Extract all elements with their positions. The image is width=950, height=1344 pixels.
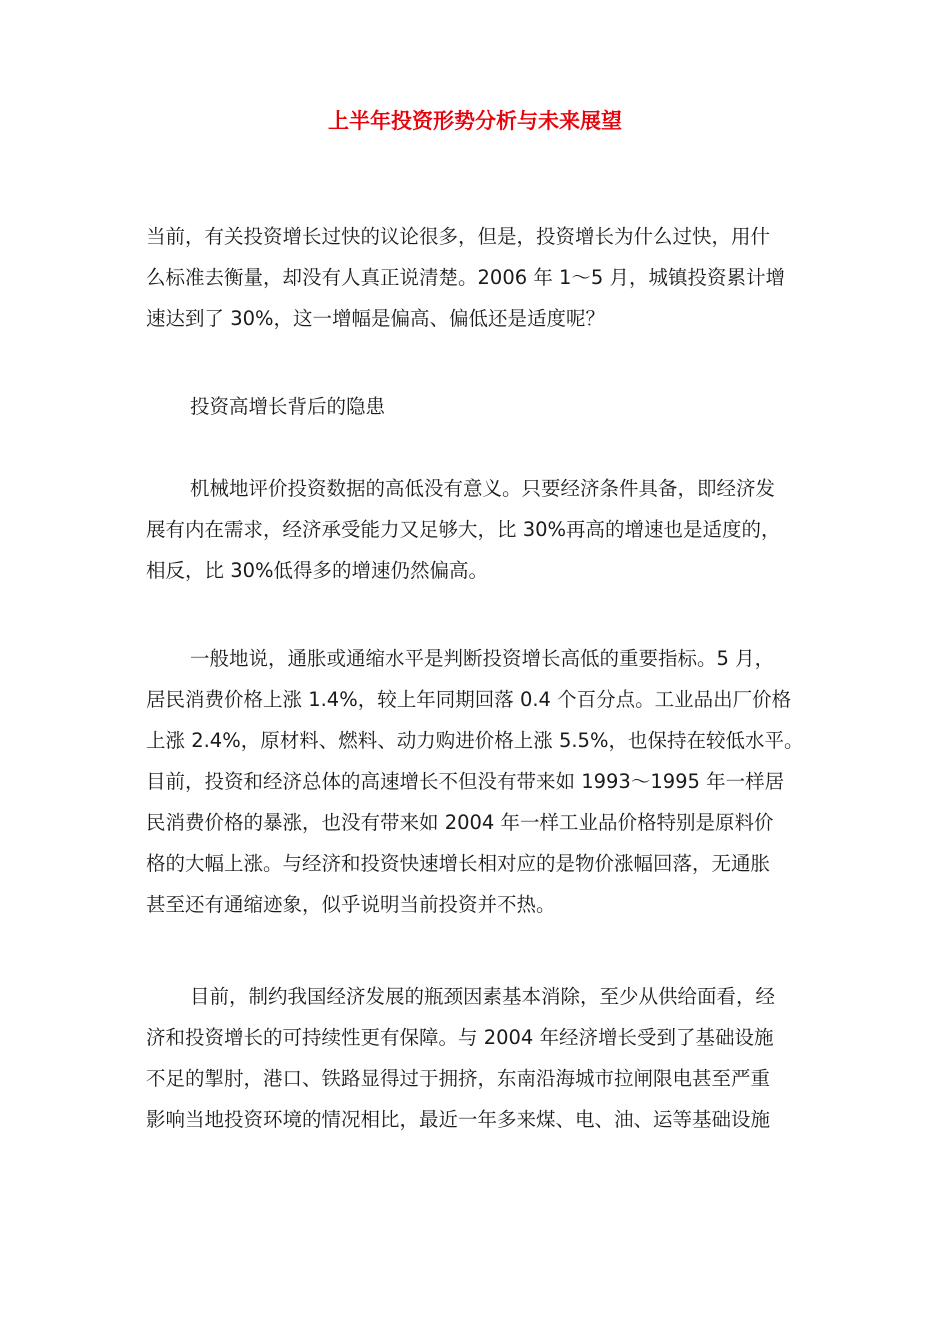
paragraph-line: 居民消费价格上涨 1.4%，较上年同期回落 0.4 个百分点。工业品出厂价格 [146,688,792,711]
paragraph-line: 速达到了 30%，这一增幅是偏高、偏低还是适度呢？ [146,307,606,330]
paragraph-line: 一般地说，通胀或通缩水平是判断投资增长高低的重要指标。5 月， [190,647,775,670]
paragraph-line: 影响当地投资环境的情况相比，最近一年多来煤、电、油、运等基础设施 [146,1108,771,1131]
paragraph-line: 不足的掣肘，港口、铁路显得过于拥挤，东南沿海城市拉闸限电甚至严重 [146,1067,771,1090]
paragraph-line: 目前，投资和经济总体的高速增长不但没有带来如 1993～1995 年一样居 [146,770,785,793]
paragraph-line: 投资高增长背后的隐患 [190,395,386,418]
paragraph-line: 济和投资增长的可持续性更有保障。与 2004 年经济增长受到了基础设施 [146,1026,774,1049]
section-heading [146,386,886,427]
paragraph-line: 格的大幅上涨。与经济和投资快速增长相对应的是物价涨幅回落，无通胀 [146,852,771,875]
paragraph-line: 当前，有关投资增长过快的议论很多，但是，投资增长为什么过快，用什 [146,225,771,248]
paragraph-line: 民消费价格的暴涨，也没有带来如 2004 年一样工业品价格特别是原料价 [146,811,774,834]
paragraph-evaluation [146,468,886,591]
paragraph-line: 机械地评价投资数据的高低没有意义。只要经济条件具备，即经济发 [190,477,776,500]
paragraph-line: 目前，制约我国经济发展的瓶颈因素基本消除，至少从供给面看，经 [190,985,776,1008]
document-title: 上半年投资形势分析与未来展望 [328,109,622,133]
paragraph-line: 上涨 2.4%，原材料、燃料、动力购进价格上涨 5.5%，也保持在较低水平。 [146,729,804,752]
paragraph-line: 相反，比 30%低得多的增速仍然偏高。 [146,559,489,582]
paragraph-line: 展有内在需求，经济承受能力又足够大，比 30%再高的增速也是适度的， [146,518,781,541]
paragraph-inflation [146,638,886,925]
paragraph-bottleneck [146,976,886,1140]
paragraph-line: 么标准去衡量，却没有人真正说清楚。2006 年 1～5 月，城镇投资累计增 [146,266,786,289]
paragraph-line: 甚至还有通缩迹象，似乎说明当前投资并不热。 [146,893,556,916]
paragraph-intro [146,216,886,339]
